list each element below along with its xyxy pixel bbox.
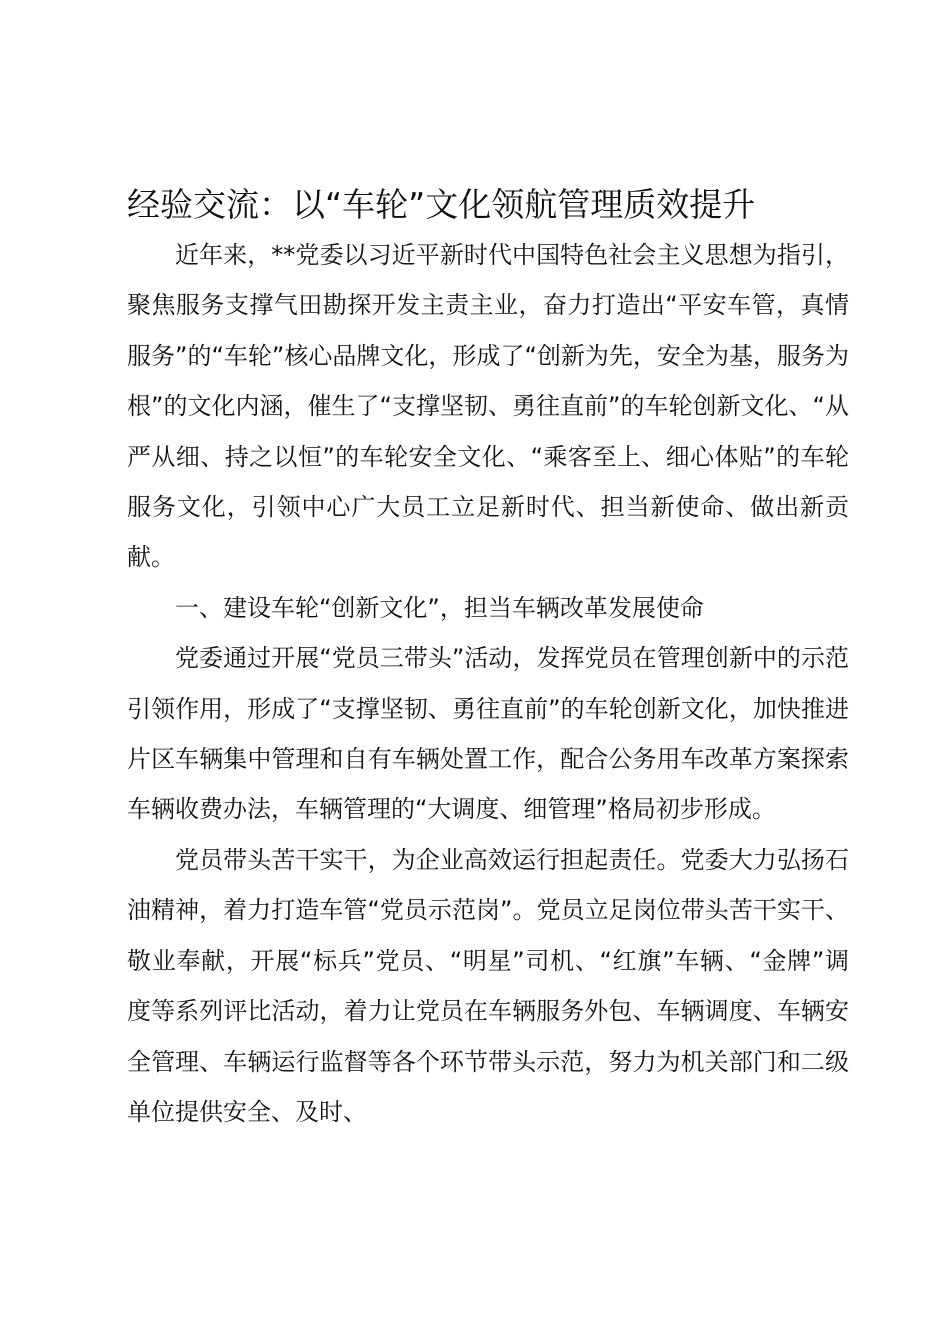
document-body: [127, 180, 849, 1137]
document-title: 经验交流：以“车轮”文化领航管理质效提升: [127, 185, 756, 224]
paragraph-party-members: 党员带头苦干实干，为企业高效运行担起责任。党委大力弘扬石油精神，着力打造车管“党员示范岗”。党员立足岗位带头苦干实干、敬业奉献，开展“标兵”党员、“明星”司机、“红旗”车辆、“金牌”调度等系列评比活动，着力让党员在车辆服务外包、车辆调度、车辆安全管理、车辆运行监督等各个环节带头示范，努力为机关部门和二级单位提供安全、及时、: [127, 845, 849, 1126]
section-heading-1: 一、建设车轮“创新文化”，担当车辆改革发展使命: [175, 593, 704, 622]
paragraph-innovation: 党委通过开展“党员三带头”活动，发挥党员在管理创新中的示范引领作用，形成了“支撑坚韧、勇往直前”的车轮创新文化，加快推进片区车辆集中管理和自有车辆处置工作，配合公务用车改革方案探索车辆收费办法，车辆管理的“大调度、细管理”格局初步形成。: [127, 644, 849, 824]
paragraph-intro: 近年来，**党委以习近平新时代中国特色社会主义思想为指引，聚焦服务支撑气田勘探开发主责主业，奋力打造出“平安车管，真情服务”的“车轮”核心品牌文化，形成了“创新为先，安全为基，服务为根”的文化内涵，催生了“支撑坚韧、勇往直前”的车轮创新文化、“从严从细、持之以恒”的车轮安全文化、“乘客至上、细心体贴”的车轮服务文化，引领中心广大员工立足新时代、担当新使命、做出新贡献。: [127, 241, 849, 572]
